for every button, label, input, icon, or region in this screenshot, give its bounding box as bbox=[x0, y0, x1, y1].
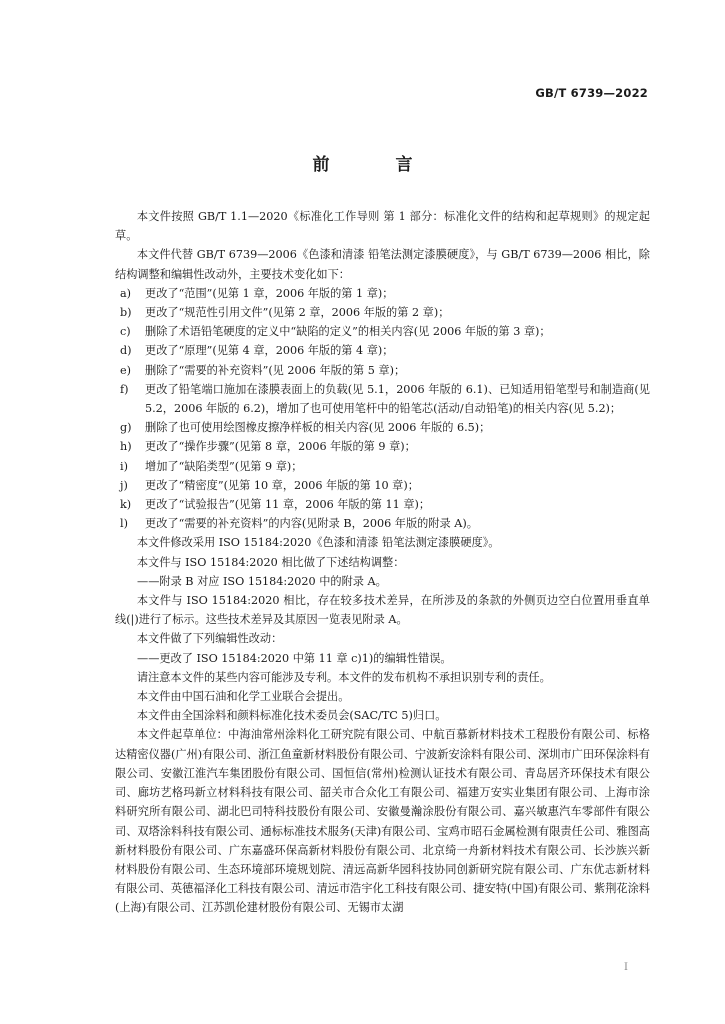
list-item bbox=[115, 341, 650, 360]
list-item bbox=[115, 418, 650, 437]
item-text: 更改了“范围”(见第 1 章，2006 年版的第 1 章)； bbox=[145, 286, 394, 300]
paragraph-drafters: 本文件起草单位：中海油常州涂料化工研究院有限公司、中航百慕新材料技术工程股份有限公司、标格达精密仪器(广州)有限公司、浙江鱼童新材料股份有限公司、宁波新安涂料有限公司、深圳市广田环保涂料有限公司、安徽江淮汽车集团股份有限公司、国恒信(常州)检测认证技术有限公司、青岛居齐环保技术有限公司、廊坊艺格玛新立材料科技有限公司、韶关市合众化工有限公司、福建万安实业集团有限公司、上海市涂料研究所有限公司、湖北巴司特科技股份有限公司、安徽曼瀚涂股份有限公司、嘉兴敏惠汽车零部件有限公司、双塔涂料科技有限公司、通标标准技术服务(天津)有限公司、宝鸡市昭石金属检测有限责任公司、雅图高新材料股份有限公司、广东嘉盛环保高新材料股份有限公司、北京绮一舟新材料技术有限公司、长沙族兴新材料股份有限公司、生态环境部环境规划院、清远高新华园科技协同创新研究院有限公司、广东优志新材料有限公司、英德福泽化工科技有限公司、清远市浩宇化工科技有限公司、捷安特(中国)有限公司、紫荆花涂料(上海)有限公司、江苏凯伦建材股份有限公司、无锡市太湖 bbox=[115, 728, 650, 915]
list-item bbox=[115, 284, 650, 303]
list-item bbox=[115, 437, 650, 456]
item-mark: k) bbox=[120, 498, 132, 512]
item-mark: i) bbox=[120, 459, 128, 473]
list-item bbox=[115, 476, 650, 495]
list-item bbox=[115, 322, 650, 341]
item-text: 更改了“原理”(见第 4 章，2006 年版的第 4 章)； bbox=[145, 344, 394, 358]
item-text: 更改了“需要的补充资料”的内容(见附录 B，2006 年版的附录 A)。 bbox=[145, 517, 478, 531]
list-item bbox=[115, 303, 650, 322]
item-mark: l) bbox=[120, 517, 128, 531]
preface-body bbox=[115, 207, 650, 918]
paragraph-replaces: 本文件代替 GB/T 6739—2006《色漆和清漆 铅笔法测定漆膜硬度》，与 GB/T 6739—2006 相比，除结构调整和编辑性改动外，主要技术变化如下： bbox=[115, 248, 650, 281]
item-mark: d) bbox=[120, 344, 132, 358]
dash-item-editorial: ——更改了 ISO 15184:2020 中第 11 章 c)1)的编辑性错误。 bbox=[137, 651, 452, 665]
paragraph-iso-modify: 本文件修改采用 ISO 15184:2020《色漆和清漆 铅笔法测定漆膜硬度》。 bbox=[136, 536, 500, 550]
dash-item-structure: ——附录 B 对应 ISO 15184:2020 中的附录 A。 bbox=[137, 574, 387, 588]
page-number: I bbox=[624, 962, 628, 973]
list-item bbox=[115, 495, 650, 514]
item-text: 更改了“试验报告”(见第 11 章，2006 年版的第 11 章)； bbox=[145, 498, 431, 512]
item-mark: a) bbox=[120, 286, 132, 300]
item-text: 更改了“精密度”(见第 10 章，2006 年版的第 10 章)； bbox=[145, 478, 419, 492]
paragraph-structure: 本文件与 ISO 15184:2020 相比做了下述结构调整： bbox=[136, 555, 405, 569]
item-mark: g) bbox=[120, 421, 132, 435]
item-text: 更改了铅笔端口施加在漆膜表面上的负载(见 5.1，2006 年版的 6.1)、已知适用铅笔型号和制造商(见 5.2，2006 年版的 6.2)，增加了也可使用笔杆中的铅笔芯(活动/自动铅笔)的相关内容(见 5.2)； bbox=[145, 382, 650, 416]
item-text: 删除了术语铅笔硬度的定义中“缺陷的定义”的相关内容(见 2006 年版的第 3 章)； bbox=[145, 325, 551, 339]
list-item bbox=[115, 457, 650, 476]
paragraph-centralized: 本文件由全国涂料和颜料标准化技术委员会(SAC/TC 5)归口。 bbox=[136, 709, 447, 723]
list-item bbox=[115, 514, 650, 533]
item-text: 增加了“缺陷类型”(见第 9 章)； bbox=[145, 459, 303, 473]
paragraph-tech-diff: 本文件与 ISO 15184:2020 相比，存在较多技术差异，在所涉及的条款的外侧页边空白位置用垂直单线(|)进行了标示。这些技术差异及其原因一览表见附录 A。 bbox=[115, 594, 650, 627]
item-text: 更改了“操作步骤”(见第 8 章，2006 年版的第 9 章)； bbox=[145, 440, 416, 454]
item-text: 删除了也可使用绘图橡皮擦净样板的相关内容(见 2006 年版的 6.5)； bbox=[145, 421, 491, 435]
item-mark: j) bbox=[120, 478, 128, 492]
page-title: 前 言 bbox=[312, 155, 443, 175]
list-item bbox=[115, 380, 650, 418]
item-mark: c) bbox=[120, 325, 131, 339]
item-mark: e) bbox=[120, 363, 131, 377]
standard-code: GB/T 6739—2022 bbox=[535, 86, 648, 100]
paragraph-drafting-rules: 本文件按照 GB/T 1.1—2020《标准化工作导则 第 1 部分：标准化文件的结构和起草规则》的规定起草。 bbox=[115, 210, 650, 243]
changes-list bbox=[115, 284, 650, 534]
item-mark: f) bbox=[120, 382, 129, 396]
paragraph-patent: 请注意本文件的某些内容可能涉及专利。本文件的发布机构不承担识别专利的责任。 bbox=[136, 670, 551, 684]
item-mark: h) bbox=[120, 440, 132, 454]
paragraph-editorial: 本文件做了下列编辑性改动： bbox=[136, 632, 283, 646]
list-item bbox=[115, 361, 650, 380]
item-text: 删除了“需要的补充资料”(见 2006 年版的第 5 章)； bbox=[145, 363, 406, 377]
item-text: 更改了“规范性引用文件”(见第 2 章，2006 年版的第 2 章)； bbox=[145, 306, 450, 320]
paragraph-proposed: 本文件由中国石油和化学工业联合会提出。 bbox=[136, 690, 350, 704]
item-mark: b) bbox=[120, 306, 132, 320]
